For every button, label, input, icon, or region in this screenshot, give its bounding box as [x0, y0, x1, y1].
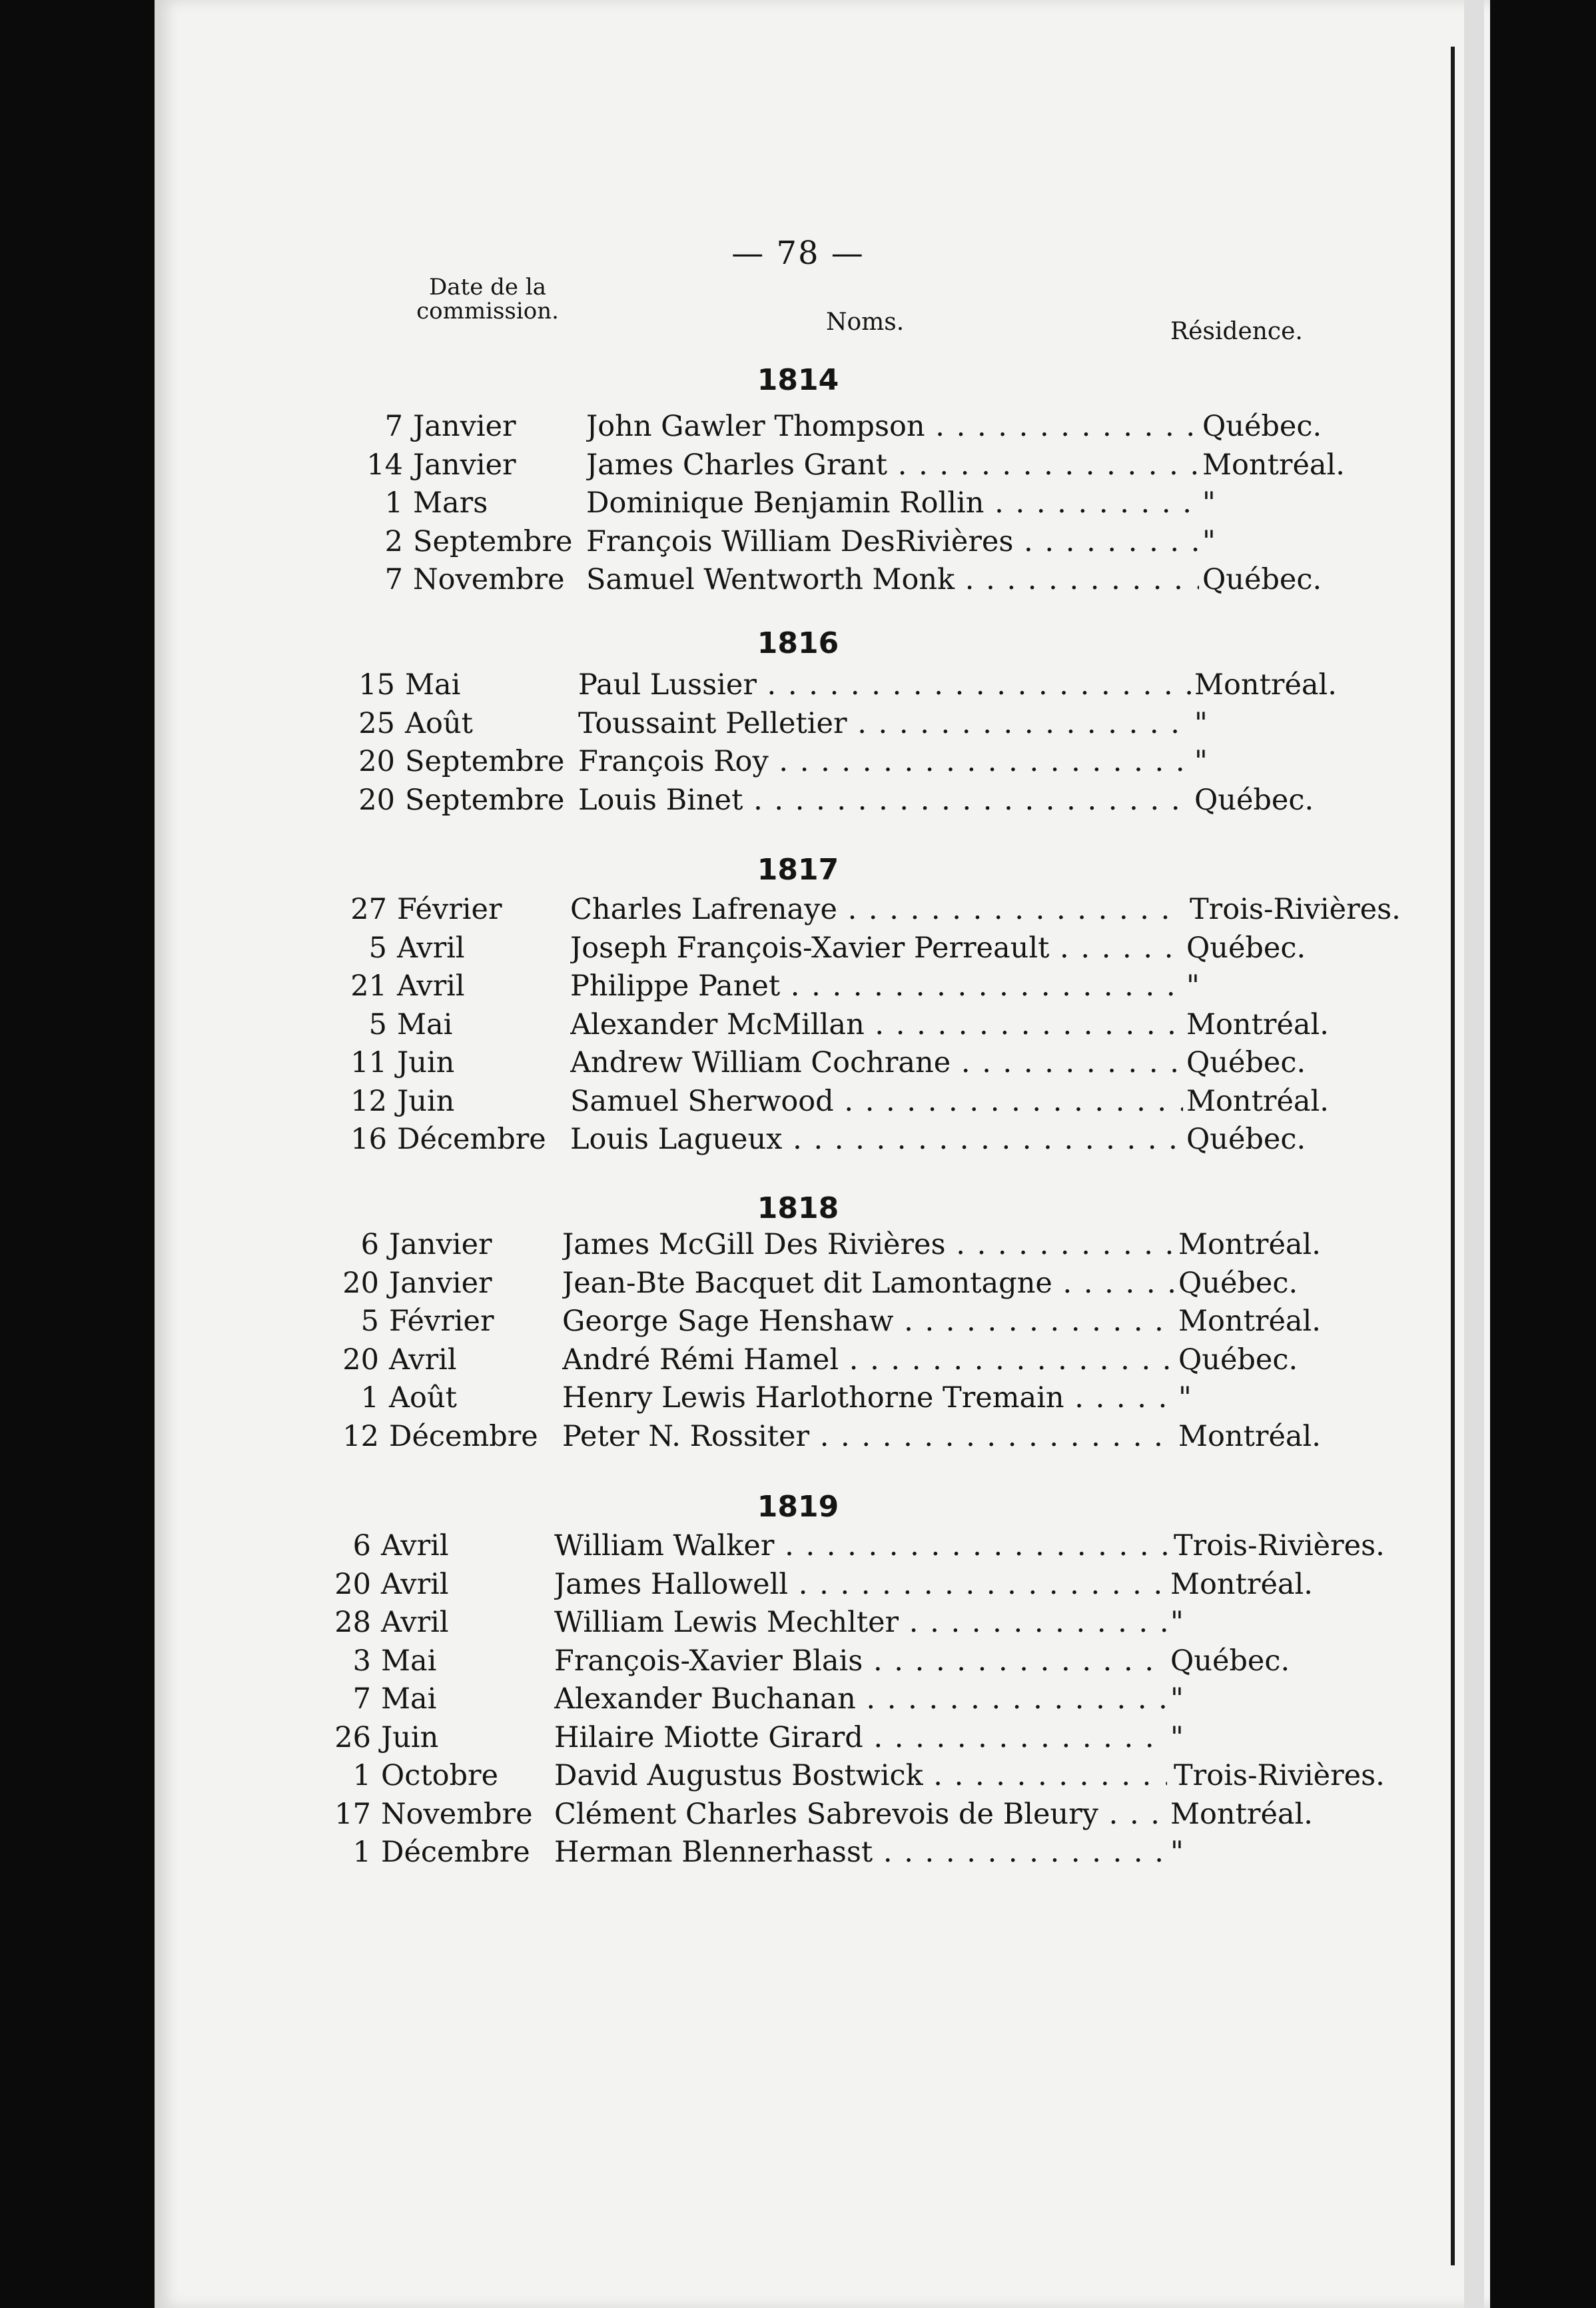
entry-residence: Québec. — [1194, 783, 1314, 817]
entry-name: Louis Lagueux . . . — [570, 1119, 1183, 1159]
entry-month: Décembre — [397, 1123, 546, 1156]
entry-month: Mai — [397, 1007, 453, 1041]
year-heading: 1816 — [757, 626, 839, 660]
entry-residence: Montréal. — [1202, 448, 1345, 482]
register-entry — [301, 1718, 1314, 1758]
entry-month: Novembre — [413, 563, 565, 596]
entry-day: 5 — [368, 1007, 387, 1041]
entry-day: 3 — [352, 1644, 371, 1678]
entry-month: Mai — [381, 1682, 437, 1716]
entry-residence: " — [1178, 1381, 1192, 1415]
entry-residence: " — [1170, 1836, 1184, 1869]
entry-name: Alexander Buchanan . . . — [554, 1679, 1167, 1719]
entry-day: 11 — [350, 1046, 387, 1079]
entry-month: Janvier — [413, 448, 516, 482]
entry-residence: Montréal. — [1170, 1797, 1313, 1831]
entry-day: 28 — [334, 1606, 371, 1639]
register-entry — [333, 406, 1346, 446]
entry-day: 26 — [334, 1720, 371, 1754]
entry-name: Hilaire Miotte Girard . . . — [554, 1718, 1167, 1758]
entry-month: Août — [389, 1381, 457, 1415]
register-entry — [301, 1564, 1314, 1604]
column-header-date: Date de la commission. — [416, 274, 559, 324]
register-entry — [301, 1602, 1314, 1642]
entry-day: 20 — [358, 745, 395, 778]
entry-month: Avril — [397, 931, 465, 965]
entry-residence: Québec. — [1186, 931, 1306, 965]
entry-residence: Trois-Rivières. — [1174, 1529, 1385, 1562]
entry-day: 7 — [384, 410, 403, 443]
entry-residence: " — [1202, 486, 1216, 520]
entry-name: François William DesRivières . . . — [586, 522, 1199, 562]
entry-day: 7 — [384, 563, 403, 596]
entry-month: Avril — [381, 1606, 449, 1639]
entry-month: Janvier — [389, 1266, 492, 1300]
entry-name: Louis Binet . . . — [578, 780, 1191, 820]
entry-month: Août — [405, 706, 473, 740]
entry-name: Philippe Panet . . . — [570, 966, 1183, 1006]
entry-month: Mai — [405, 668, 461, 702]
entry-day: 1 — [352, 1836, 371, 1869]
entry-name: Paul Lussier . . . — [578, 665, 1191, 705]
register-entry — [317, 966, 1330, 1006]
entry-month: Janvier — [413, 410, 516, 443]
entry-day: 12 — [342, 1419, 379, 1453]
register-entry — [309, 1378, 1322, 1418]
entry-residence: " — [1186, 969, 1200, 1003]
entry-day: 14 — [366, 448, 403, 482]
entry-residence: Québec. — [1170, 1644, 1290, 1678]
entry-day: 20 — [342, 1266, 379, 1300]
entry-name: Jean-Bte Bacquet dit Lamontagne . . . — [562, 1263, 1175, 1303]
register-entry — [317, 889, 1401, 929]
entry-month: Septembre — [413, 524, 573, 558]
entry-name: Alexander McMillan . . . — [570, 1005, 1183, 1045]
entry-day: 1 — [360, 1381, 379, 1415]
entry-residence: Montréal. — [1186, 1084, 1329, 1118]
entry-residence: " — [1194, 745, 1208, 778]
year-heading: 1819 — [757, 1490, 839, 1524]
entry-day: 25 — [358, 706, 395, 740]
entry-month: Novembre — [381, 1797, 533, 1831]
register-entry — [333, 560, 1346, 600]
entry-month: Juin — [397, 1046, 455, 1079]
entry-day: 21 — [350, 969, 387, 1003]
entry-day: 5 — [360, 1305, 379, 1338]
entry-name: Clément Charles Sabrevois de Bleury . . . — [554, 1794, 1167, 1834]
entry-day: 6 — [352, 1529, 371, 1562]
entry-day: 6 — [360, 1228, 379, 1261]
entry-month: Septembre — [405, 745, 565, 778]
entry-month: Juin — [397, 1084, 455, 1118]
entry-name: William Walker . . . — [554, 1526, 1167, 1566]
column-header-names: Noms. — [826, 308, 905, 336]
entry-month: Octobre — [381, 1759, 499, 1792]
entry-day: 7 — [352, 1682, 371, 1716]
entry-name: David Augustus Bostwick . . . — [554, 1756, 1167, 1796]
register-entry — [325, 704, 1338, 744]
entry-month: Mai — [381, 1644, 437, 1678]
entry-name: Peter N. Rossiter . . . — [562, 1417, 1175, 1456]
register-entry — [309, 1301, 1322, 1341]
entry-residence: " — [1202, 524, 1216, 558]
register-entry — [333, 445, 1346, 485]
entry-day: 2 — [384, 524, 403, 558]
page-number: — 78 — — [731, 235, 865, 272]
entry-residence: Québec. — [1202, 563, 1322, 596]
entry-residence: Montréal. — [1186, 1007, 1329, 1041]
entry-month: Juin — [381, 1720, 439, 1754]
entry-residence: Montréal. — [1170, 1567, 1313, 1601]
register-entry — [317, 1081, 1330, 1121]
entry-residence: Québec. — [1202, 410, 1322, 443]
entry-residence: " — [1170, 1720, 1184, 1754]
entry-name: Charles Lafrenaye . . . — [570, 889, 1183, 929]
entry-residence: Québec. — [1186, 1123, 1306, 1156]
entry-month: Avril — [389, 1343, 457, 1377]
entry-day: 16 — [350, 1123, 387, 1156]
entry-residence: " — [1194, 706, 1208, 740]
register-entry — [317, 928, 1330, 968]
register-entry — [301, 1679, 1314, 1719]
entry-day: 1 — [352, 1759, 371, 1792]
entry-day: 17 — [334, 1797, 371, 1831]
entry-name: Samuel Wentworth Monk . . . — [586, 560, 1199, 600]
entry-name: André Rémi Hamel . . . — [562, 1340, 1175, 1380]
entry-name: Toussaint Pelletier . . . — [578, 704, 1191, 744]
entry-name: William Lewis Mechlter . . . — [554, 1602, 1167, 1642]
entry-residence: Québec. — [1186, 1046, 1306, 1079]
register-entry — [317, 1119, 1330, 1159]
entry-residence: Montréal. — [1194, 668, 1337, 702]
entry-day: 5 — [368, 931, 387, 965]
entry-name: Dominique Benjamin Rollin . . . — [586, 483, 1199, 523]
register-entry — [309, 1340, 1322, 1380]
register-entry — [325, 665, 1338, 705]
entry-name: Henry Lewis Harlothorne Tremain . . . — [562, 1378, 1175, 1418]
entry-month: Février — [397, 893, 502, 926]
entry-month: Avril — [381, 1567, 449, 1601]
register-entry — [317, 1043, 1330, 1083]
register-entry — [325, 742, 1338, 782]
column-header-residence: Résidence. — [1170, 318, 1303, 345]
register-entry — [301, 1794, 1314, 1834]
entry-residence: Trois-Rivières. — [1174, 1759, 1385, 1792]
entry-name: George Sage Henshaw . . . — [562, 1301, 1175, 1341]
entry-name: John Gawler Thompson . . . — [586, 406, 1199, 446]
entry-residence: Montréal. — [1178, 1419, 1321, 1453]
entry-name: James Hallowell . . . — [554, 1564, 1167, 1604]
entry-month: Avril — [397, 969, 465, 1003]
entry-residence: " — [1170, 1606, 1184, 1639]
entry-residence: Québec. — [1178, 1343, 1298, 1377]
entry-name: Joseph François-Xavier Perreault . . . — [570, 928, 1183, 968]
entry-name: François Roy . . . — [578, 742, 1191, 782]
register-entry — [325, 780, 1338, 820]
entry-day: 20 — [342, 1343, 379, 1377]
entry-month: Février — [389, 1305, 494, 1338]
entry-month: Décembre — [381, 1836, 530, 1869]
entry-month: Septembre — [405, 783, 565, 817]
register-entry — [301, 1641, 1314, 1681]
entry-name: Herman Blennerhasst . . . — [554, 1832, 1167, 1872]
entry-month: Avril — [381, 1529, 449, 1562]
entry-name: James McGill Des Rivières . . . — [562, 1225, 1175, 1265]
entry-residence: " — [1170, 1682, 1184, 1716]
entry-day: 20 — [334, 1567, 371, 1601]
entry-residence: Québec. — [1178, 1266, 1298, 1300]
entry-name: François-Xavier Blais . . . — [554, 1641, 1167, 1681]
year-heading: 1817 — [757, 853, 839, 887]
entry-month: Décembre — [389, 1419, 538, 1453]
register-entry — [301, 1526, 1385, 1566]
entry-residence: Montréal. — [1178, 1305, 1321, 1338]
register-entry — [309, 1225, 1322, 1265]
register-entry — [309, 1417, 1322, 1456]
entry-day: 15 — [358, 668, 395, 702]
entry-name: Samuel Sherwood . . . — [570, 1081, 1183, 1121]
entry-name: Andrew William Cochrane . . . — [570, 1043, 1183, 1083]
year-heading: 1818 — [757, 1191, 839, 1225]
entry-day: 20 — [358, 783, 395, 817]
entry-residence: Montréal. — [1178, 1228, 1321, 1261]
register-entry — [301, 1756, 1385, 1796]
entry-day: 27 — [350, 893, 387, 926]
entry-residence: Trois-Rivières. — [1190, 893, 1401, 926]
register-entry — [309, 1263, 1322, 1303]
register-entry — [333, 483, 1346, 523]
page-fold — [1464, 0, 1484, 2308]
entry-day: 12 — [350, 1084, 387, 1118]
entry-day: 1 — [384, 486, 403, 520]
register-entry — [317, 1005, 1330, 1045]
year-heading: 1814 — [757, 363, 839, 397]
entry-month: Janvier — [389, 1228, 492, 1261]
entry-name: James Charles Grant . . . — [586, 445, 1199, 485]
register-entry — [301, 1832, 1314, 1872]
entry-month: Mars — [413, 486, 488, 520]
register-entry — [333, 522, 1346, 562]
